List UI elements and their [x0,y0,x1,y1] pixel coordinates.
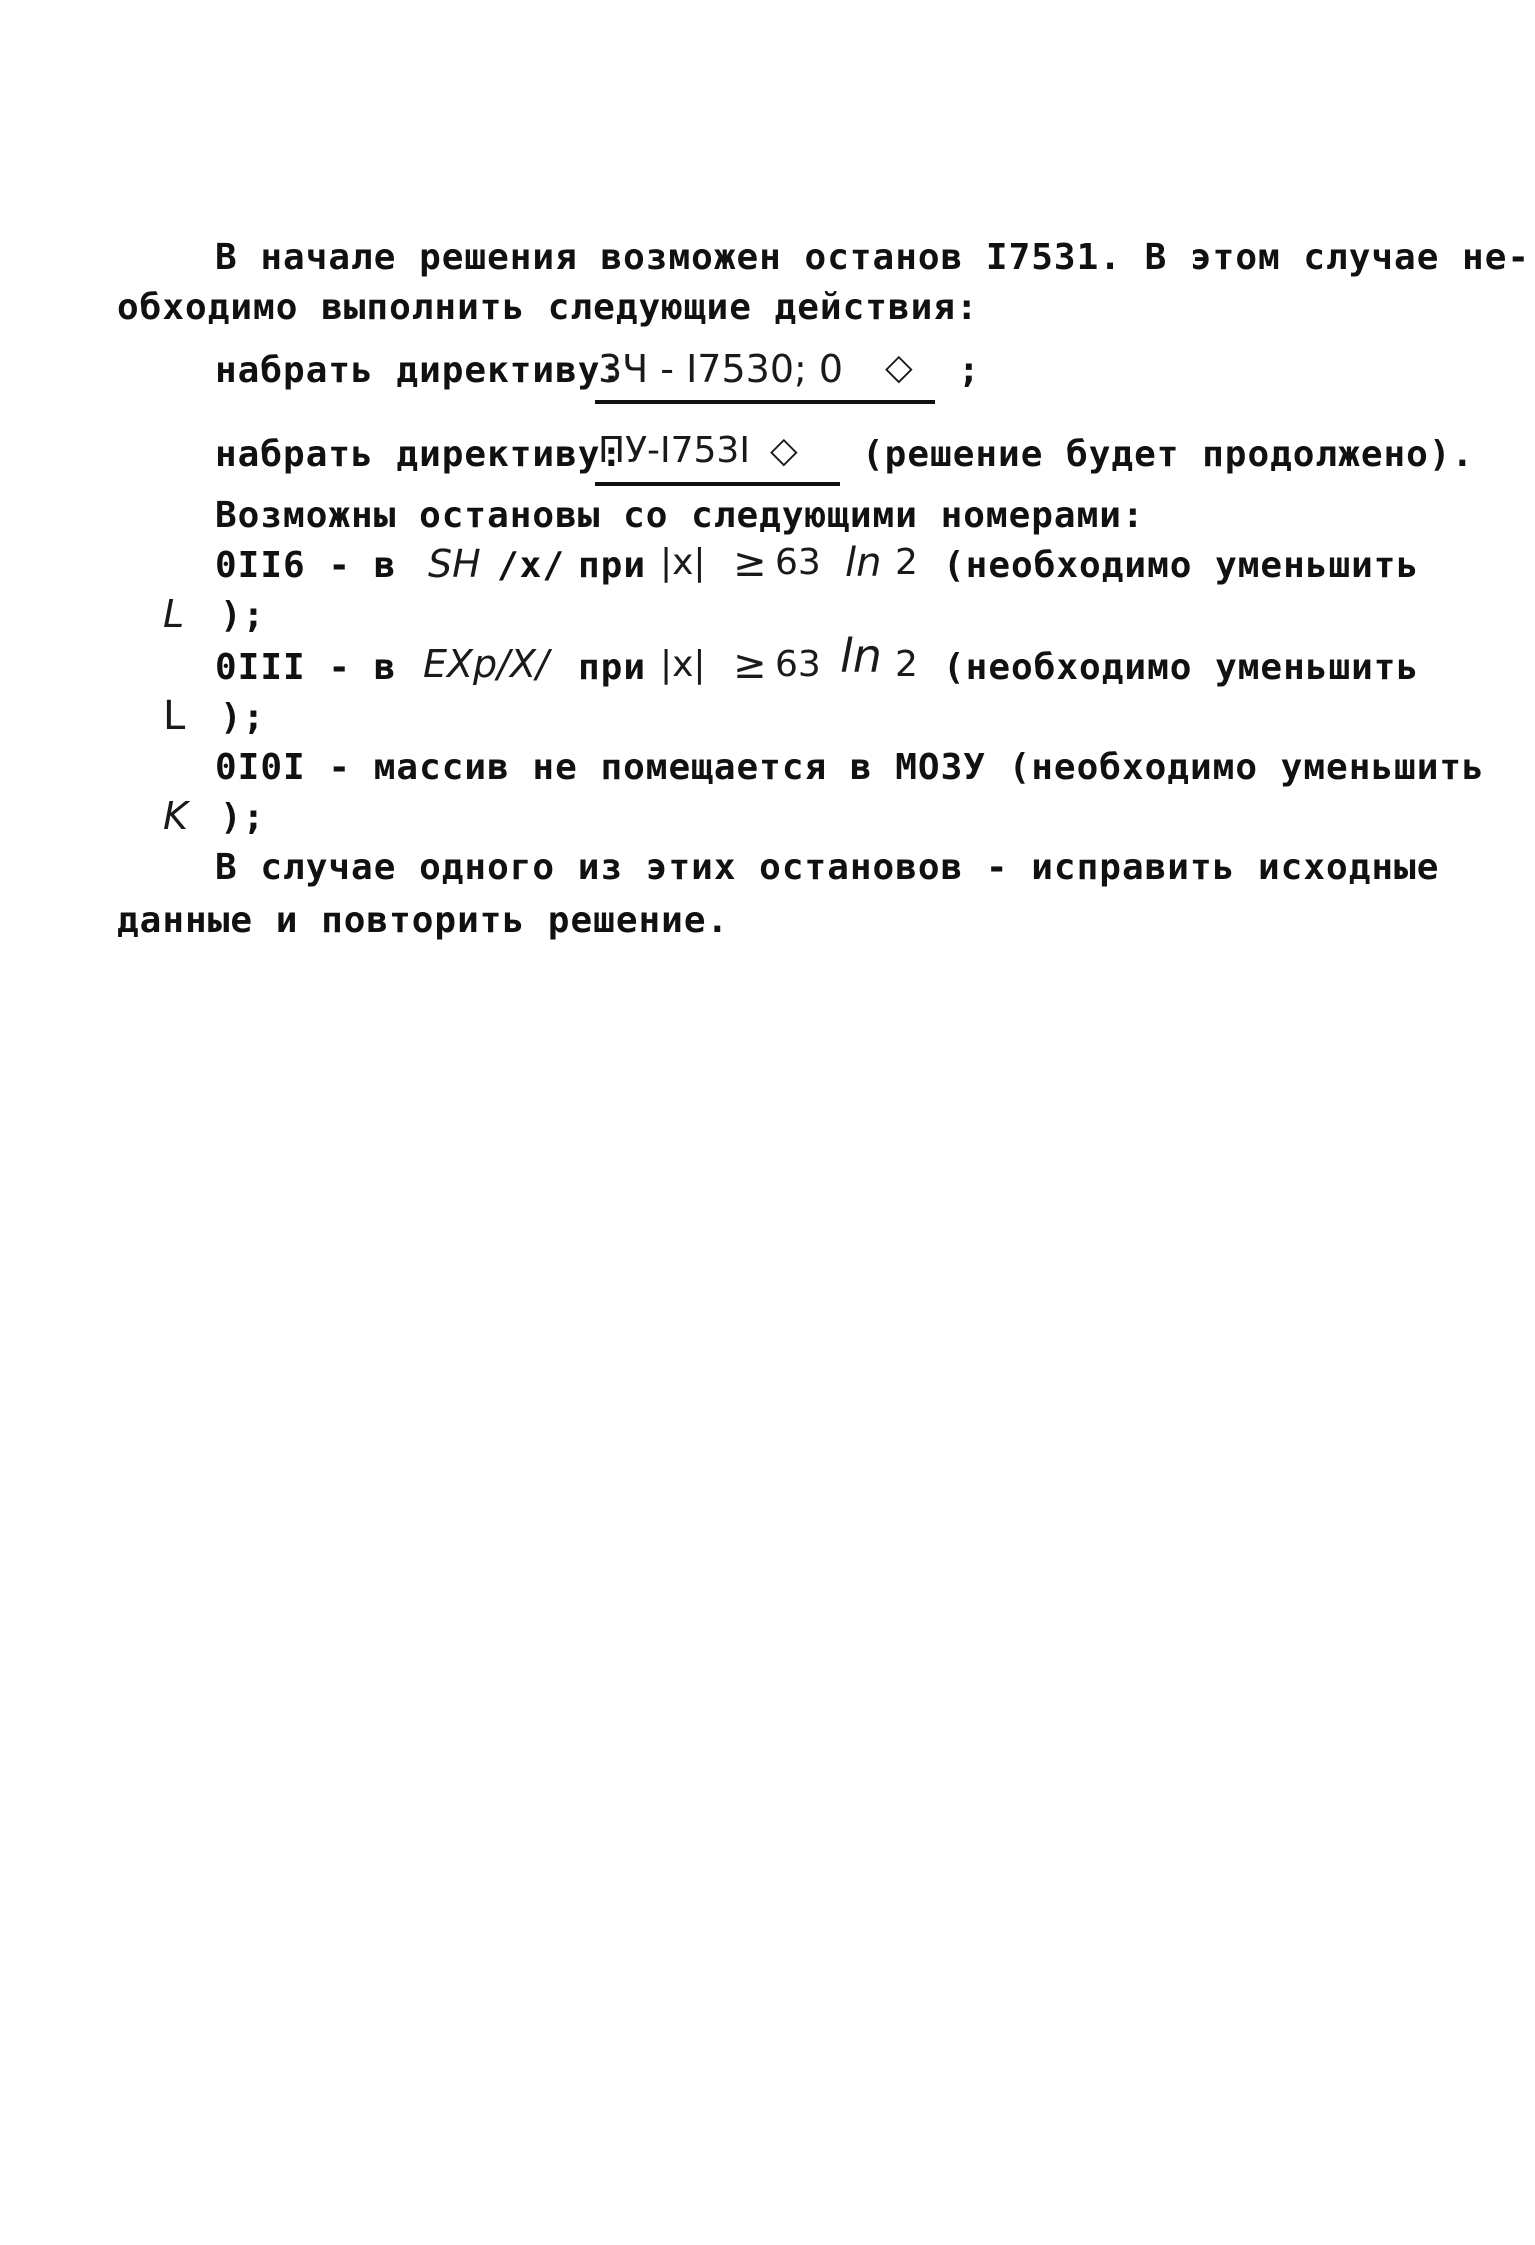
stop-1-two: 2 [895,542,918,583]
stop-1-code: 0II6 - в [215,545,397,586]
stop-1-arg: /x/ [497,545,566,586]
stop-1-func: SH [428,542,481,586]
stop-2-note: (необходимо уменьшить [943,647,1420,688]
paragraph-2-line-2: данные и повторить решение. [117,900,730,941]
stop-2-close: ); [220,697,266,738]
paragraph-1-line-1: В начале решения возможен останов I7531. В этом случае не- [215,237,1531,278]
directive-1-end: ; [958,350,981,391]
stop-3-var: K [163,794,188,838]
stop-1-var: L [163,592,185,636]
stop-2-ge: ≥ [733,642,767,688]
directive-1-code: 3Ч - I7530; 0 [598,347,844,391]
directive-2-diamond-icon: ◇ [770,430,798,471]
stop-1-note: (необходимо уменьшить [943,545,1420,586]
directive-2-code: ПУ-I753I [598,430,750,471]
stop-3-close: ); [220,797,266,838]
stop-1-close: ); [220,595,266,636]
stop-1-num: 63 [775,542,821,583]
stop-2-pri: при [578,647,647,688]
paragraph-2-line-1: В случае одного из этих остановов - исправить исходные [215,847,1440,888]
stop-2-code: 0III - в [215,647,397,688]
stop-1-ln: ln [845,540,882,586]
directive-1-underline [595,400,935,404]
stop-1-pri: при [578,545,647,586]
stop-2-ln: ln [840,629,882,683]
stop-2-two: 2 [895,644,918,685]
stop-2-abs: |x| [660,644,706,685]
directive-2-label: набрать директиву: [215,434,624,475]
stop-1-ge: ≥ [733,540,767,586]
directive-1-diamond-icon: ◇ [885,347,913,388]
stop-1-abs: |x| [660,542,706,583]
stop-2-func: EXp/X/ [423,642,549,686]
directive-1-label: набрать директиву: [215,350,624,391]
stop-3-text: 0I0I - массив не помещается в МОЗУ (необходимо уменьшить [215,747,1485,788]
stops-intro: Возможны остановы со следующими номерами: [215,495,1145,536]
paragraph-1-line-2: обходимо выполнить следующие действия: [117,287,979,328]
stop-2-var: L [163,693,186,739]
directive-2-underline [595,482,840,486]
stop-2-num: 63 [775,644,821,685]
directive-2-note: (решение будет продолжено). [862,434,1475,475]
